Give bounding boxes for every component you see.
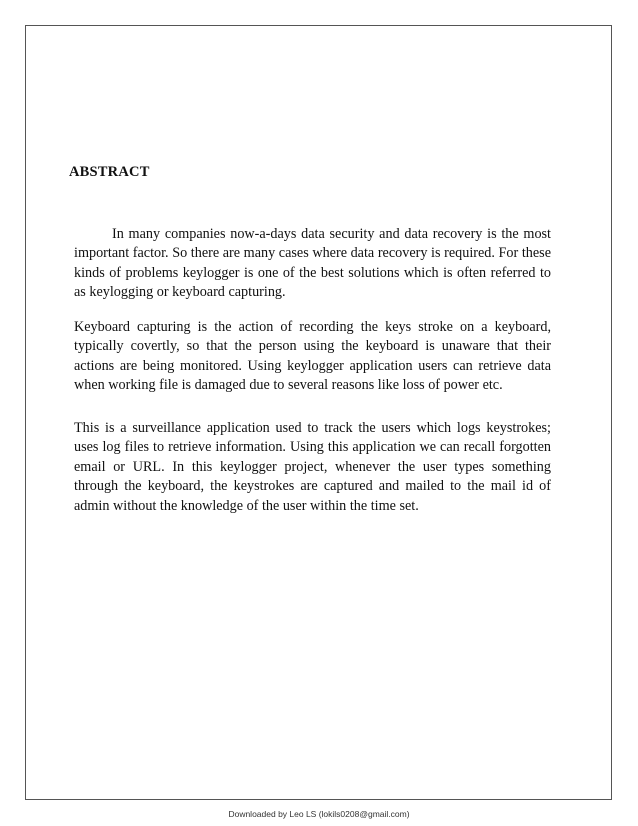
abstract-paragraph-1: In many companies now-a-days data security and data recovery is the most important factor. So there are many cases where data recovery is required. For these kinds of problems keylogger is one of the best solutions which is often referred to as keylogging or keyboard capturing.	[74, 226, 551, 301]
section-heading: ABSTRACT	[69, 164, 150, 180]
abstract-paragraph-2: Keyboard capturing is the action of recording the keys stroke on a keyboard, typically covertly, so that the person using the keyboard is unaware that their actions are being monitored. Using keylogger application users can retrieve data when working file is damaged due to several reasons like loss of power etc.	[74, 319, 551, 394]
page-frame	[25, 25, 612, 800]
download-footer: Downloaded by Leo LS (lokils0208@gmail.com)	[228, 809, 410, 819]
abstract-paragraph-3: This is a surveillance application used to track the users which logs keystrokes; uses log files to retrieve information. Using this application we can recall forgotten email or URL. In this keylogger project, whenever the user types something through the keyboard, the keystrokes are captured and mailed to the mail id of admin without the knowledge of the user within the time set.	[74, 420, 551, 514]
